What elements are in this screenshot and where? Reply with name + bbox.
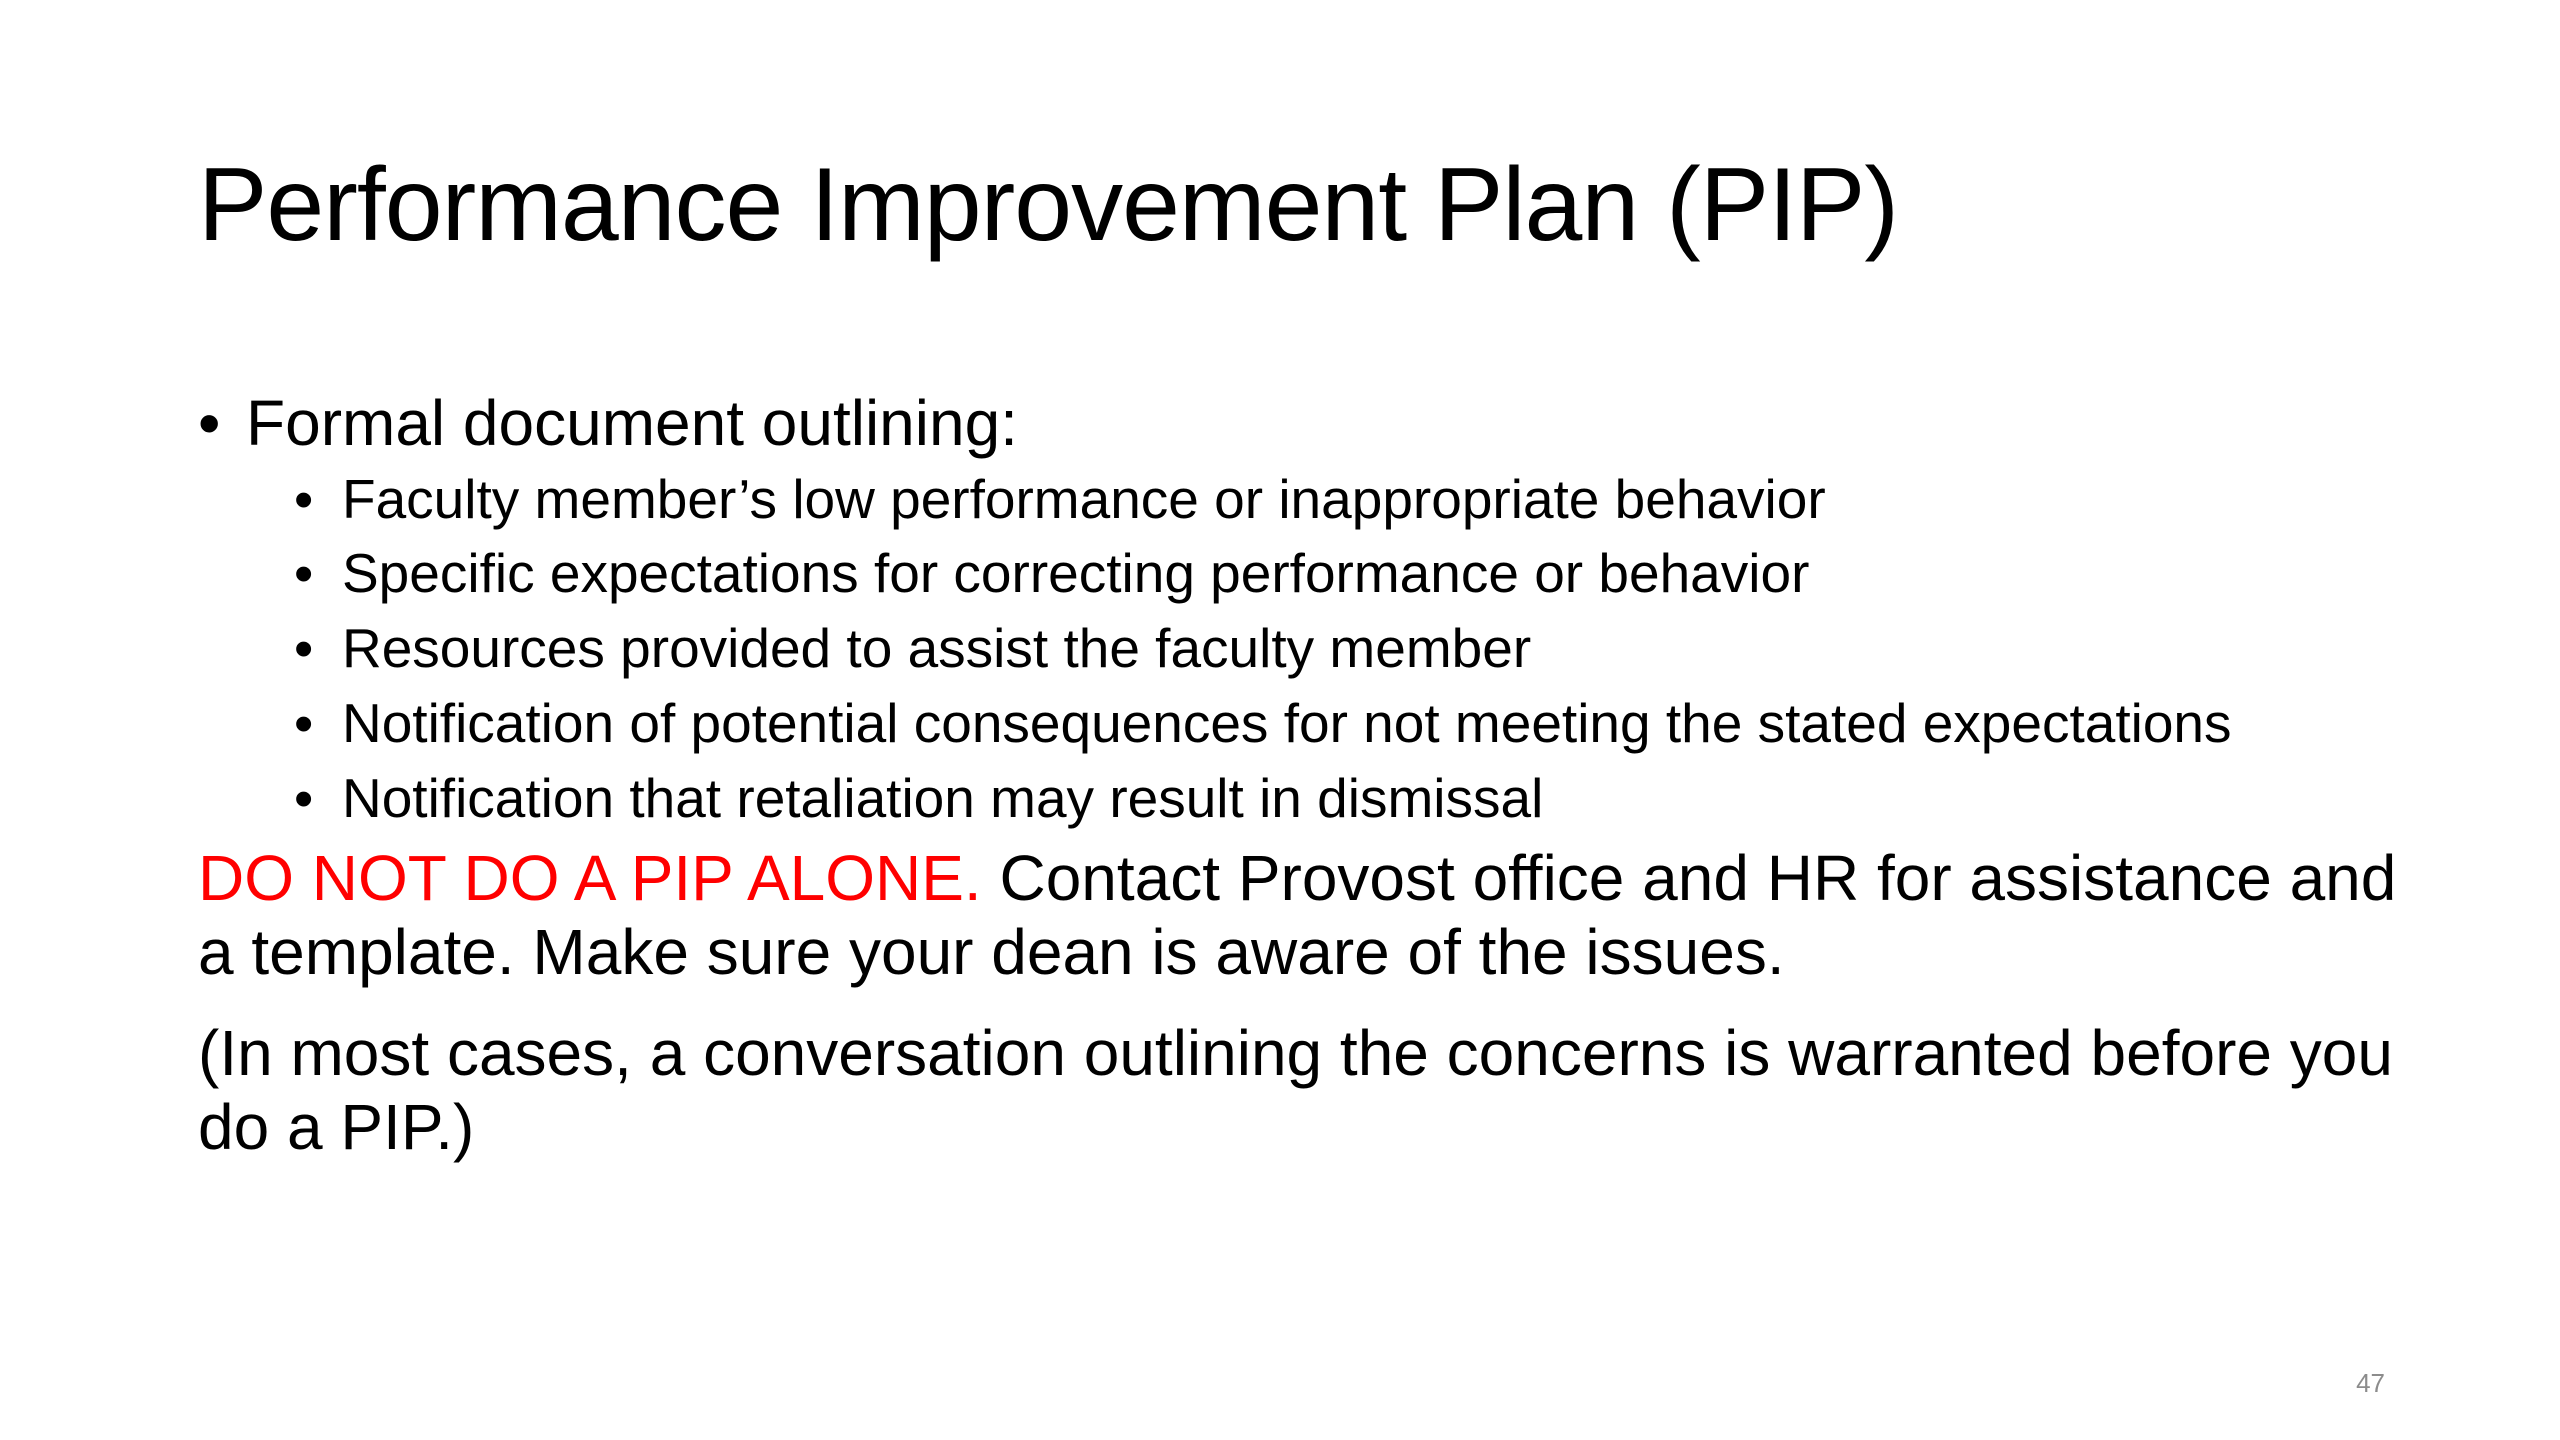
bullet-dot-icon: • [294, 617, 314, 680]
bullet-dot-icon: • [198, 387, 221, 459]
bullet-dot-icon: • [294, 467, 314, 530]
sub-bullet [294, 767, 2292, 830]
warning-followup-text: Contact Provost office and HR for assistance and a template. Make sure your dean is aware of the issues. [198, 842, 2397, 989]
page-number: 47 [2356, 1368, 2385, 1398]
slide-content [198, 385, 2398, 1164]
sub-bullet [294, 542, 2292, 605]
sub-bullet-text: Faculty member’s low performance or inappropriate behavior [342, 467, 1826, 530]
sub-bullet-text: Notification of potential consequences for not meeting the stated expectations [342, 691, 2232, 754]
warning-paragraph [198, 841, 2398, 989]
sub-bullet [294, 617, 2292, 680]
bullet-dot-icon: • [294, 691, 314, 754]
bullet-dot-icon: • [294, 542, 314, 605]
sub-bullet-text: Notification that retaliation may result in dismissal [342, 766, 1544, 829]
slide-title: Performance Improvement Plan (PIP) [198, 147, 1898, 263]
main-bullet [198, 385, 2398, 462]
note-paragraph: (In most cases, a conversation outlining the concerns is warranted before you do a PIP.) [198, 1016, 2393, 1163]
sub-bullet-text: Specific expectations for correcting performance or behavior [342, 542, 1810, 605]
sub-bullet-list [198, 468, 2398, 829]
sub-bullet-text: Resources provided to assist the faculty member [342, 617, 1532, 680]
warning-text: DO NOT DO A PIP ALONE. [198, 842, 982, 915]
bullet-dot-icon: • [294, 766, 314, 829]
sub-bullet [294, 692, 2292, 755]
sub-bullet [294, 468, 2292, 531]
main-bullet-text: Formal document outlining: [246, 387, 1018, 459]
